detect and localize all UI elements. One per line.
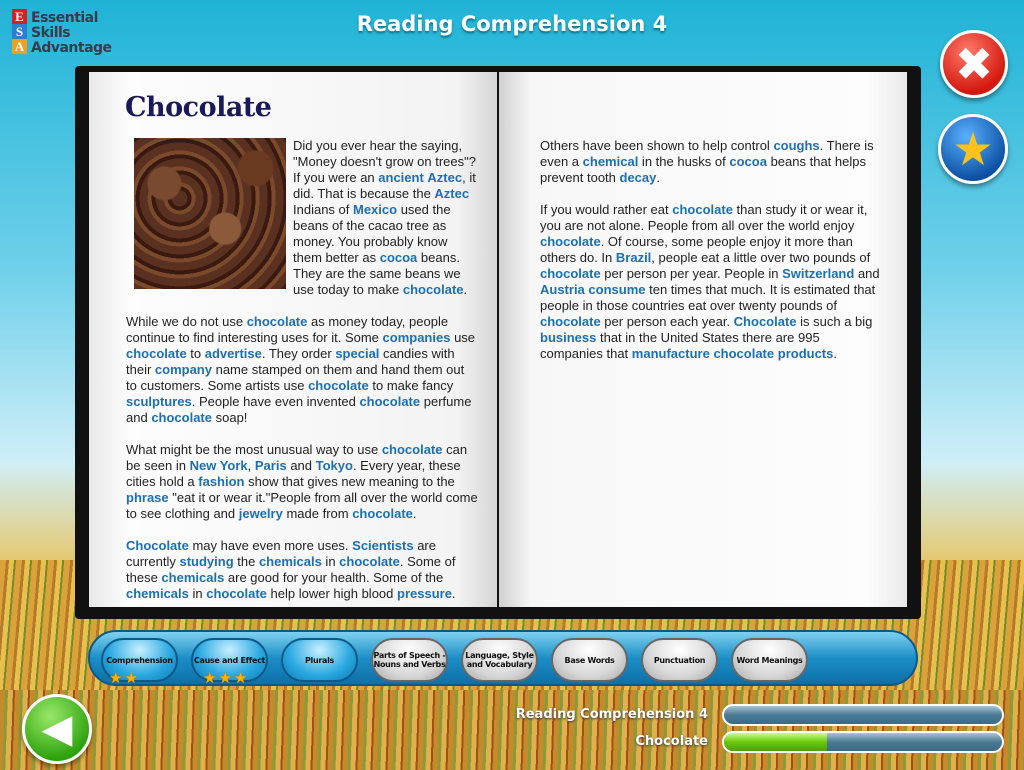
text-segment: to bbox=[186, 346, 205, 361]
logo-text-line: Skills bbox=[31, 25, 71, 41]
logo-block-e: E bbox=[12, 9, 27, 24]
vocabulary-word-link[interactable]: chocolate bbox=[352, 506, 413, 521]
text-segment: . bbox=[451, 586, 456, 601]
vocabulary-word-link[interactable]: chocolate bbox=[672, 202, 733, 217]
text-segment: Others have been shown to help control bbox=[540, 138, 774, 153]
text-segment: made from bbox=[282, 506, 353, 521]
skill-tab[interactable] bbox=[371, 638, 448, 682]
text-segment: and bbox=[286, 458, 316, 473]
text-segment: . bbox=[463, 282, 468, 297]
vocabulary-word-link[interactable]: Tokyo bbox=[315, 458, 353, 473]
vocabulary-word-link[interactable]: decay bbox=[619, 170, 657, 185]
vocabulary-word-link[interactable]: chocolate bbox=[540, 314, 601, 329]
vocabulary-word-link[interactable]: chocolate bbox=[402, 282, 464, 297]
story-progress-bar bbox=[722, 731, 1004, 753]
skill-tab-label: Comprehension bbox=[106, 655, 173, 665]
lesson-progress-bar bbox=[722, 704, 1004, 726]
book bbox=[75, 66, 921, 619]
text-segment: Did you ever hear the saying, "Money doesn't grow on trees"? If you were an bbox=[293, 138, 476, 185]
vocabulary-word-link[interactable]: chocolate bbox=[126, 346, 187, 361]
vocabulary-word-link[interactable]: ancient bbox=[378, 170, 424, 185]
vocabulary-word-link[interactable]: Switzerland bbox=[782, 266, 855, 281]
vocabulary-word-link[interactable]: company bbox=[154, 362, 212, 377]
close-icon: ✖ bbox=[954, 37, 994, 91]
right-page bbox=[499, 72, 907, 607]
grass-strip bbox=[0, 690, 1024, 770]
vocabulary-word-link[interactable]: chocolate bbox=[339, 554, 400, 569]
paragraph bbox=[540, 138, 885, 186]
vocabulary-word-link[interactable]: cocoa bbox=[379, 250, 418, 265]
vocabulary-word-link[interactable]: companies bbox=[382, 330, 451, 345]
logo-block-s: S bbox=[12, 24, 27, 39]
vocabulary-word-link[interactable]: chemicals bbox=[258, 554, 322, 569]
text-segment: . There is even a bbox=[540, 138, 874, 169]
star-rating-icon: ★★ bbox=[109, 670, 140, 687]
text-segment: "eat it or wear it."People from all over the world come to see clothing and bbox=[126, 490, 478, 521]
text-segment: in bbox=[321, 554, 340, 569]
text-segment: . bbox=[833, 346, 837, 361]
text-segment: that in the United States there are 995 companies that bbox=[540, 330, 820, 361]
text-segment: as money today, people continue to find interesting uses for it. Some bbox=[126, 314, 449, 345]
vocabulary-word-link[interactable]: Chocolate bbox=[733, 314, 797, 329]
skill-tab-label: Base Words bbox=[564, 655, 615, 665]
vocabulary-word-link[interactable]: special bbox=[335, 346, 380, 361]
vocabulary-word-link[interactable]: chocolate bbox=[713, 346, 775, 361]
vocabulary-word-link[interactable]: chocolate bbox=[308, 378, 369, 393]
text-segment: , people eat a little over two pounds of bbox=[651, 250, 871, 265]
vocabulary-word-link[interactable]: chocolate bbox=[359, 394, 421, 409]
logo-block-a: A bbox=[12, 39, 27, 54]
text-segment: What might be the most unusual way to use bbox=[126, 442, 382, 457]
text-segment: . They order bbox=[261, 346, 336, 361]
text-segment: are good for your health. Some of the bbox=[224, 570, 444, 585]
text-segment: . Of course, some people enjoy it more than others do. In bbox=[540, 234, 853, 265]
back-button[interactable] bbox=[22, 694, 92, 764]
text-segment: . Every year, these cities hold a bbox=[126, 458, 461, 489]
close-button[interactable] bbox=[940, 30, 1008, 98]
vocabulary-word-link[interactable]: Scientists bbox=[352, 538, 414, 553]
skill-tab[interactable] bbox=[641, 638, 718, 682]
vocabulary-word-link[interactable]: Aztec bbox=[434, 186, 470, 201]
vocabulary-word-link[interactable]: Austria bbox=[540, 282, 585, 297]
text-segment: soap! bbox=[212, 410, 248, 425]
vocabulary-word-link[interactable]: Paris bbox=[254, 458, 287, 473]
text-segment: beans that helps prevent tooth bbox=[540, 154, 866, 185]
vocabulary-word-link[interactable]: cocoa bbox=[729, 154, 767, 169]
skill-tab-label: Plurals bbox=[304, 655, 335, 665]
text-segment: can be seen in bbox=[126, 442, 468, 473]
skill-tab-label: Word Meanings bbox=[736, 655, 803, 665]
skill-tab-label: Cause and Effect bbox=[193, 655, 266, 665]
skill-tab[interactable] bbox=[461, 638, 538, 682]
chocolate-chips-image bbox=[134, 138, 286, 289]
vocabulary-word-link[interactable]: coughs bbox=[773, 138, 820, 153]
text-segment: per person per year. People in bbox=[600, 266, 783, 281]
paragraph bbox=[540, 202, 885, 362]
story-progress-label: Chocolate bbox=[635, 734, 708, 749]
vocabulary-word-link[interactable]: jewelry bbox=[238, 506, 283, 521]
vocabulary-word-link[interactable]: sculptures bbox=[126, 394, 192, 409]
text-segment: is such a big bbox=[796, 314, 873, 329]
left-page bbox=[89, 72, 497, 607]
text-segment: ten times that much. It is estimated that people in those countries eat over twenty pounds of bbox=[540, 282, 876, 313]
paragraph bbox=[126, 314, 478, 426]
skill-tab-label: Parts of Speech - Nouns and Verbs bbox=[373, 651, 446, 669]
vocabulary-word-link[interactable]: consume bbox=[588, 282, 646, 297]
text-segment: help lower high blood bbox=[266, 586, 397, 601]
skill-tab-label: Punctuation bbox=[653, 655, 706, 665]
text-segment: show that gives new meaning to the bbox=[244, 474, 455, 489]
text-segment: If you would rather eat bbox=[540, 202, 673, 217]
logo-text-line: Advantage bbox=[31, 40, 112, 56]
text-segment: are currently bbox=[126, 538, 436, 569]
vocabulary-word-link[interactable]: business bbox=[540, 330, 597, 345]
text-segment: used the beans of the cacao tree as money. You probably know them better as bbox=[293, 202, 451, 265]
left-text-column bbox=[126, 138, 478, 618]
text-segment: Indians of bbox=[293, 202, 353, 217]
vocabulary-word-link[interactable]: chemical bbox=[582, 154, 639, 169]
story-title: Chocolate bbox=[125, 92, 272, 123]
text-segment: use bbox=[450, 330, 476, 345]
skill-tab[interactable] bbox=[281, 638, 358, 682]
text-segment: , bbox=[247, 458, 255, 473]
text-segment: . Some of these bbox=[126, 554, 456, 585]
skills-tab-bar bbox=[88, 630, 918, 686]
text-segment: and bbox=[854, 266, 880, 281]
text-segment: beans. They are the same beans we use today to make bbox=[293, 250, 461, 297]
back-arrow-icon: ◀ bbox=[41, 707, 73, 751]
text-segment: name stamped on them and hand them out to customers. Some artists use bbox=[126, 362, 465, 393]
text-segment: than study it or wear it, you are not alone. People from all over the world enjoy bbox=[540, 202, 868, 233]
skill-tab-label: Language, Style and Vocabulary bbox=[465, 651, 534, 669]
text-segment: . bbox=[656, 170, 660, 185]
favorite-button[interactable] bbox=[938, 114, 1008, 184]
text-segment: in bbox=[188, 586, 207, 601]
text-segment: to make fancy bbox=[368, 378, 454, 393]
text-segment: may have even more uses. bbox=[188, 538, 353, 553]
text-segment: candies with their bbox=[126, 346, 455, 377]
lesson-progress-label: Reading Comprehension 4 bbox=[515, 707, 708, 722]
vocabulary-word-link[interactable]: chemicals bbox=[126, 586, 189, 601]
vocabulary-word-link[interactable]: Chocolate bbox=[126, 538, 189, 553]
vocabulary-word-link[interactable]: Mexico bbox=[353, 202, 398, 217]
text-segment: , it did. That is because the bbox=[293, 170, 476, 201]
skill-tab[interactable] bbox=[731, 638, 808, 682]
vocabulary-word-link[interactable]: New York bbox=[189, 458, 248, 473]
text-segment: per person each year. bbox=[600, 314, 734, 329]
text-segment: While we do not use bbox=[126, 314, 247, 329]
progress-fill bbox=[724, 733, 827, 751]
text-segment: the bbox=[233, 554, 259, 569]
vocabulary-word-link[interactable]: phrase bbox=[126, 490, 169, 505]
skill-tab[interactable] bbox=[551, 638, 628, 682]
vocabulary-word-link[interactable]: manufacture bbox=[631, 346, 710, 361]
star-icon: ★ bbox=[952, 123, 994, 175]
vocabulary-word-link[interactable]: chocolate bbox=[540, 234, 601, 249]
vocabulary-word-link[interactable]: chocolate bbox=[206, 586, 267, 601]
vocabulary-word-link[interactable]: chocolate bbox=[381, 442, 443, 457]
star-rating-icon: ★★★ bbox=[203, 670, 250, 687]
paragraph bbox=[126, 442, 478, 522]
text-segment: perfume and bbox=[126, 394, 472, 425]
vocabulary-word-link[interactable]: advertise bbox=[204, 346, 262, 361]
paragraph bbox=[126, 538, 478, 602]
vocabulary-word-link[interactable]: chocolate bbox=[246, 314, 308, 329]
right-text-column bbox=[540, 138, 885, 378]
vocabulary-word-link[interactable]: products bbox=[777, 346, 834, 361]
vocabulary-word-link[interactable]: Aztec bbox=[427, 170, 463, 185]
vocabulary-word-link[interactable]: chemicals bbox=[161, 570, 225, 585]
vocabulary-word-link[interactable]: Brazil bbox=[615, 250, 652, 265]
page-title: Reading Comprehension 4 bbox=[356, 12, 668, 36]
text-segment: . People have even invented bbox=[191, 394, 360, 409]
vocabulary-word-link[interactable]: studying bbox=[179, 554, 234, 569]
vocabulary-word-link[interactable]: chocolate bbox=[540, 266, 601, 281]
paragraph bbox=[126, 138, 478, 298]
vocabulary-word-link[interactable]: pressure bbox=[397, 586, 452, 601]
vocabulary-word-link[interactable]: chocolate bbox=[151, 410, 212, 425]
vocabulary-word-link[interactable]: fashion bbox=[198, 474, 245, 489]
text-segment: . bbox=[412, 506, 417, 521]
logo-text-line: Essential bbox=[31, 10, 98, 26]
text-segment: in the husks of bbox=[638, 154, 730, 169]
